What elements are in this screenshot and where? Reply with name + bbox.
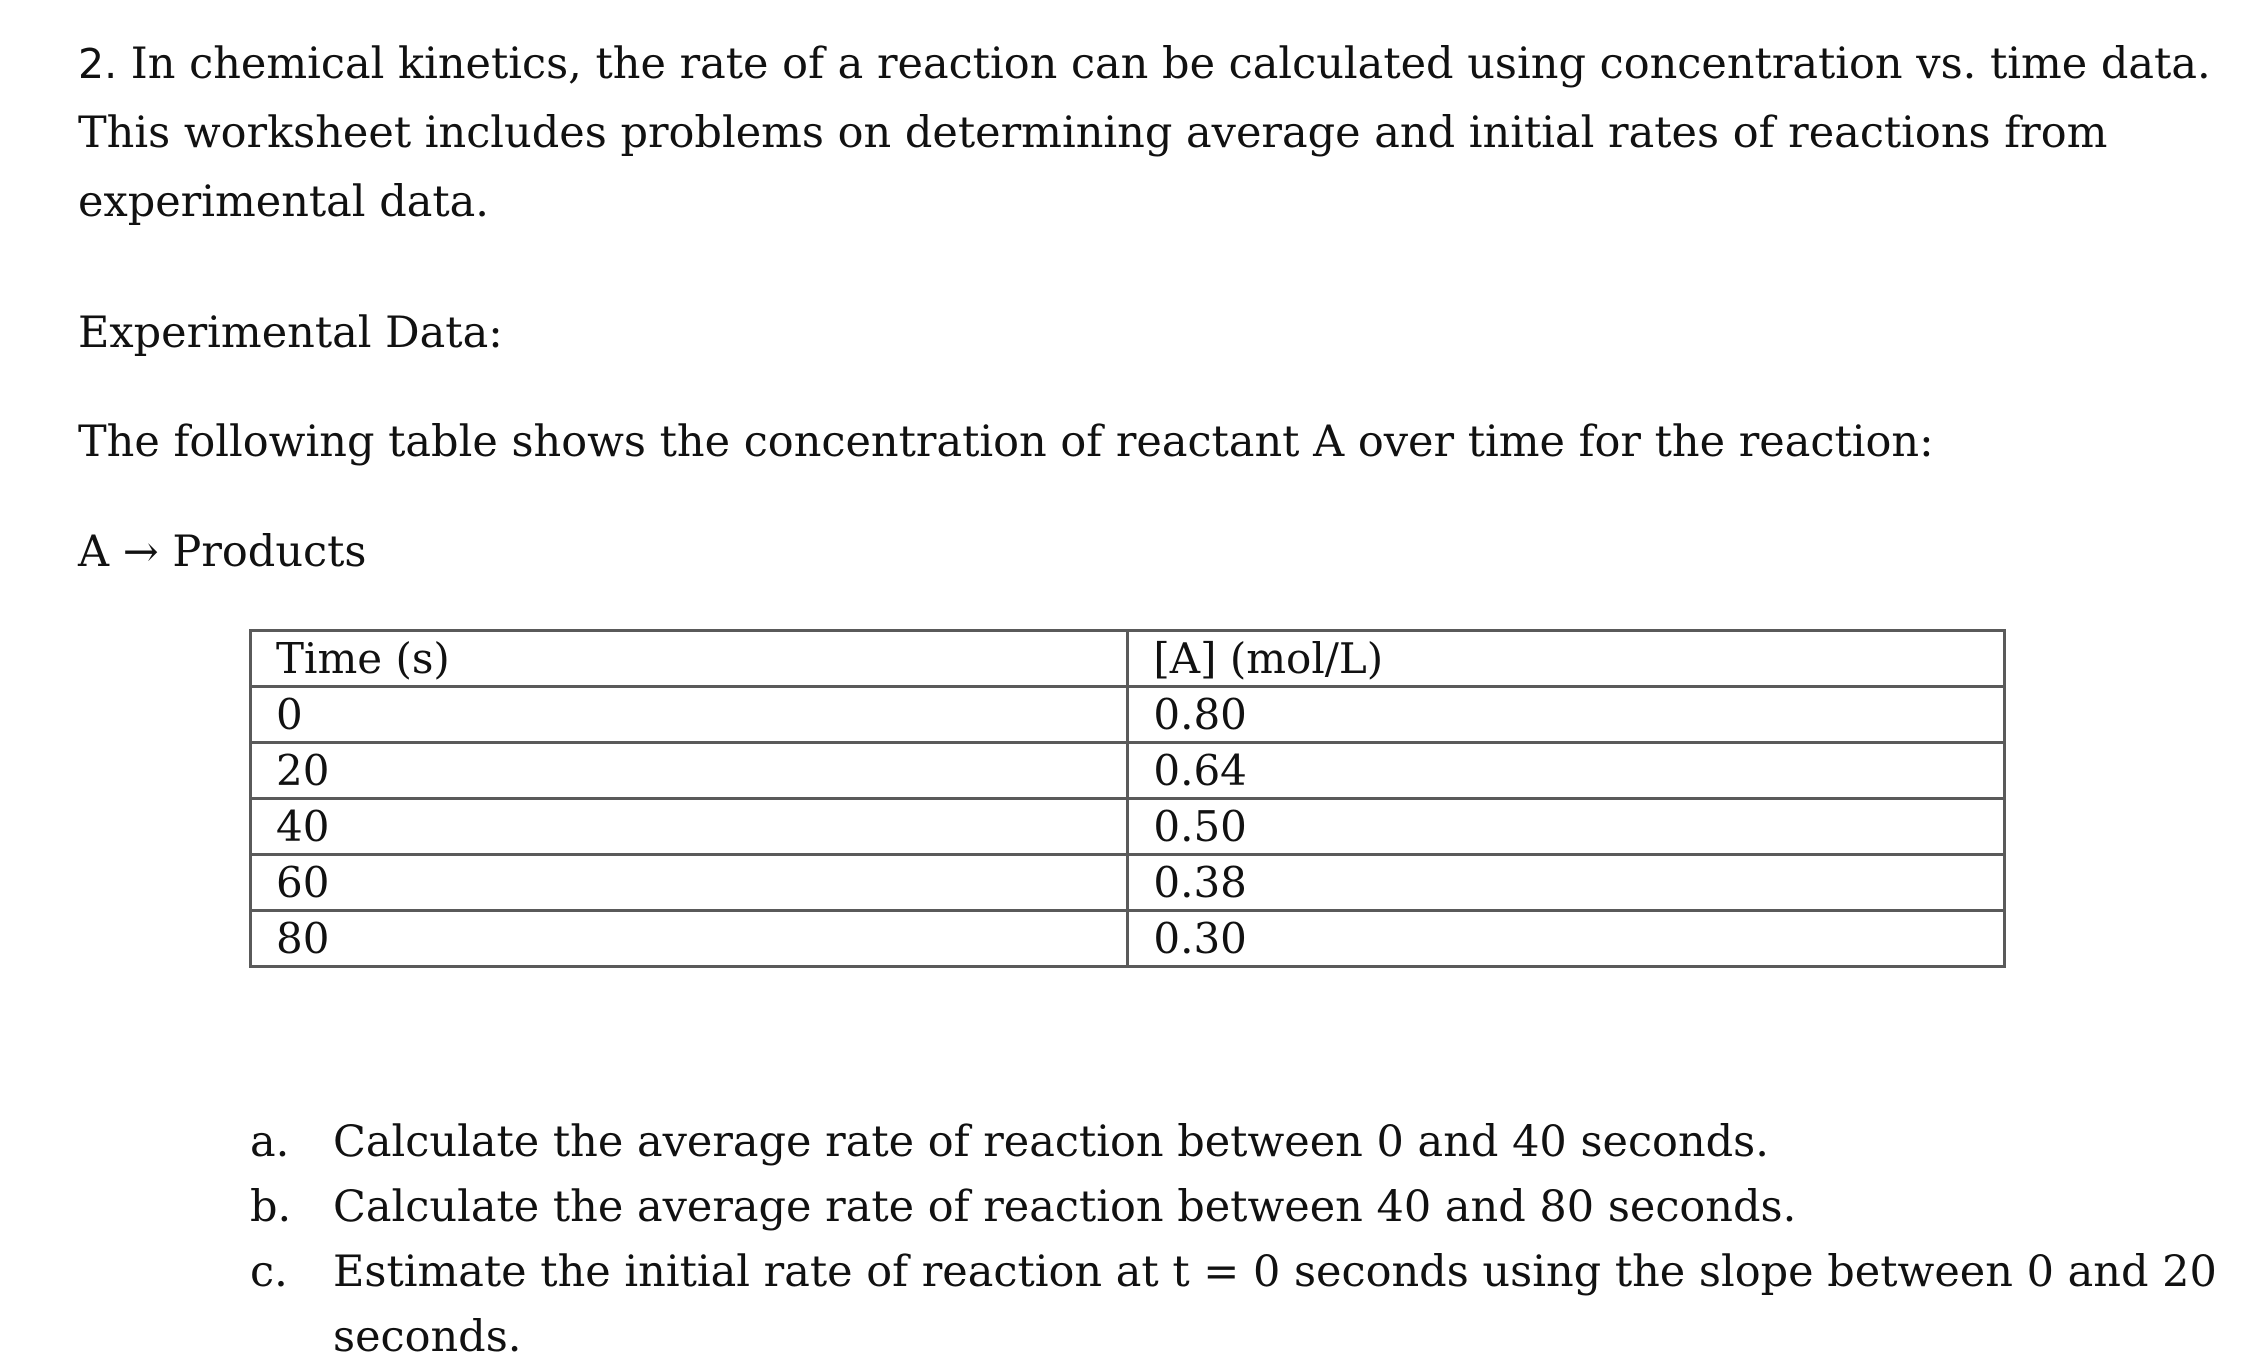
cell-time: 40 <box>251 799 1128 855</box>
question-item-a <box>250 1110 2240 1175</box>
cell-time: 20 <box>251 743 1128 799</box>
intro-text: In chemical kinetics, the rate of a reaction can be calculated using concentration vs. time data. This worksheet includes problems on determining average and initial rates of reactions from experimental data. <box>78 39 2211 227</box>
table-row <box>251 855 2005 911</box>
table-row <box>251 687 2005 743</box>
table-row <box>251 911 2005 967</box>
cell-concentration: 0.38 <box>1128 855 2005 911</box>
header-concentration: [A] (mol/L) <box>1128 631 2005 687</box>
cell-concentration: 0.64 <box>1128 743 2005 799</box>
cell-concentration: 0.50 <box>1128 799 2005 855</box>
question-marker: b. <box>250 1182 292 1232</box>
header-time: Time (s) <box>251 631 1128 687</box>
question-item-c <box>250 1240 2240 1370</box>
concentration-table <box>249 629 2006 968</box>
question-text: Calculate the average rate of reaction between 40 and 80 seconds. <box>333 1182 1797 1232</box>
experimental-data-heading: Experimental Data: <box>78 308 503 358</box>
table-row <box>251 799 2005 855</box>
table-header-row <box>251 631 2005 687</box>
cell-time: 60 <box>251 855 1128 911</box>
question-text: Estimate the initial rate of reaction at t = 0 seconds using the slope between 0 and 20 seconds. <box>333 1247 2217 1362</box>
cell-time: 80 <box>251 911 1128 967</box>
table-row <box>251 743 2005 799</box>
cell-concentration: 0.80 <box>1128 687 2005 743</box>
question-marker: c. <box>250 1247 288 1297</box>
question-list <box>250 1110 2240 1370</box>
problem-number: 2. <box>78 40 118 88</box>
cell-time: 0 <box>251 687 1128 743</box>
cell-concentration: 0.30 <box>1128 911 2005 967</box>
question-text: Calculate the average rate of reaction between 0 and 40 seconds. <box>333 1117 1769 1167</box>
reaction-equation: A → Products <box>78 527 367 577</box>
question-marker: a. <box>250 1117 290 1167</box>
table-intro-text: The following table shows the concentration of reactant A over time for the reaction: <box>78 417 1934 467</box>
question-item-b <box>250 1175 2240 1240</box>
intro-paragraph <box>78 30 2218 237</box>
